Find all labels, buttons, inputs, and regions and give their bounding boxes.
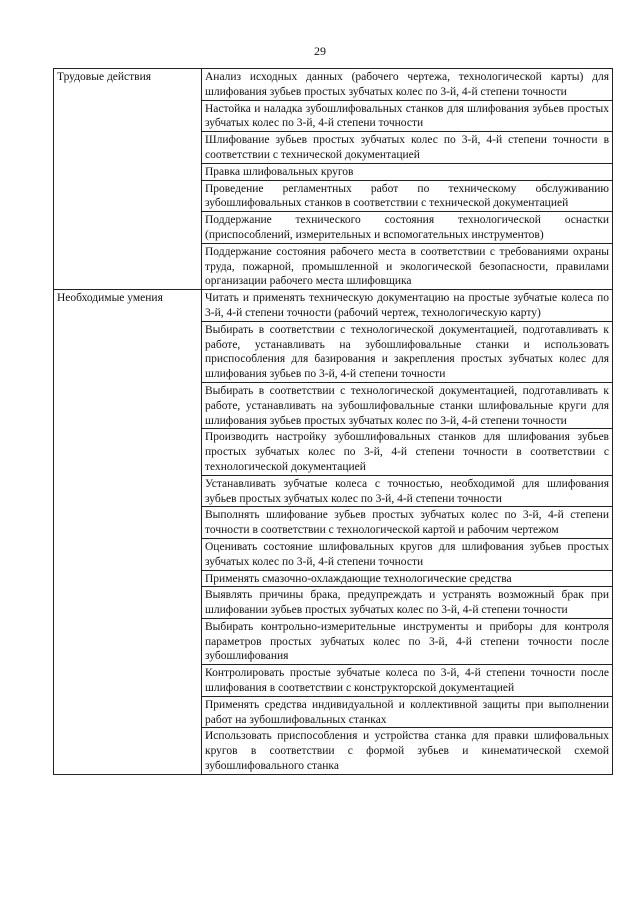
table-cell-item: Поддержание состояния рабочего места в соответствии с требованиями охраны труда, пожарной, промышленной и экологической безопасности, правилами организации рабочего места шлифовщика xyxy=(202,243,613,289)
table-cell-item: Поддержание технического состояния технологической оснастки (приспособлений, измерительных и вспомогательных инструментов) xyxy=(202,212,613,244)
table-cell-item: Производить настройку зубошлифовальных станков для шлифования зубьев простых зубчатых колес по 3-й, 4-й степени точности в соответствии с технологической документацией xyxy=(202,429,613,475)
table-cell-item: Проведение регламентных работ по техническому обслуживанию зубошлифовальных станков в соответствии с технической документацией xyxy=(202,180,613,212)
table-cell-item: Выбирать контрольно-измерительные инструменты и приборы для контроля параметров простых зубчатых колес по 3-й, 4-й степени точности после зубошлифования xyxy=(202,618,613,664)
table-cell-item: Выбирать в соответствии с технологической документацией, подготавливать к работе, устанавливать на зубошлифовальные станки шлифовальные круги для шлифования зубьев простых зубчатых колес по 3-й, 4-й степени точности xyxy=(202,382,613,428)
table-cell-item: Читать и применять техническую документацию на простые зубчатые колеса по 3-й, 4-й степени точности (рабочий чертеж, технологическую карту) xyxy=(202,290,613,322)
table-cell-item: Устанавливать зубчатые колеса с точностью, необходимой для шлифования зубьев простых зубчатых колес по 3-й, 4-й степени точности xyxy=(202,475,613,507)
section-label: Трудовые действия xyxy=(54,69,202,290)
requirements-table xyxy=(53,68,613,775)
table-cell-item: Применять средства индивидуальной и коллективной защиты при выполнении работ на зубошлифовальных станках xyxy=(202,696,613,728)
table-cell-item: Правка шлифовальных кругов xyxy=(202,163,613,180)
table-cell-item: Настойка и наладка зубошлифовальных станков для шлифования зубьев простых зубчатых колес по 3-й, 4-й степени точности xyxy=(202,100,613,132)
table-cell-item: Оценивать состояние шлифовальных кругов для шлифования зубьев простых зубчатых колес по 3-й, 4-й степени точности xyxy=(202,538,613,570)
table-cell-item: Контролировать простые зубчатые колеса по 3-й, 4-й степени точности после шлифования в соответствии с конструкторской документацией xyxy=(202,665,613,697)
table-cell-item: Анализ исходных данных (рабочего чертежа, технологической карты) для шлифования зубьев простых зубчатых колес по 3-й, 4-й степени точности xyxy=(202,69,613,101)
page-number: 29 xyxy=(314,44,326,58)
section-label: Необходимые умения xyxy=(54,290,202,775)
table-cell-item: Выявлять причины брака, предупреждать и устранять возможный брак при шлифовании зубьев простых зубчатых колес по 3-й, 4-й степени точности xyxy=(202,587,613,619)
table-cell-item: Выполнять шлифование зубьев простых зубчатых колес по 3-й, 4-й степени точности в соответствии с технологической картой и рабочим чертежом xyxy=(202,507,613,539)
table-row xyxy=(54,290,613,322)
table-cell-item: Шлифование зубьев простых зубчатых колес по 3-й, 4-й степени точности в соответствии с технической документацией xyxy=(202,132,613,164)
table-cell-item: Выбирать в соответствии с технологической документацией, подготавливать к работе, устанавливать на зубошлифовальные станки и использовать приспособления для базирования и закрепления простых зубчатых колес для шлифования зубьев по 3-й, 4-й степени точности xyxy=(202,321,613,382)
table-cell-item: Использовать приспособления и устройства станка для правки шлифовальных кругов в соответствии с формой зубьев и кинематической схемой зубошлифовального станка xyxy=(202,728,613,774)
table-row xyxy=(54,69,613,101)
table-cell-item: Применять смазочно-охлаждающие технологические средства xyxy=(202,570,613,587)
